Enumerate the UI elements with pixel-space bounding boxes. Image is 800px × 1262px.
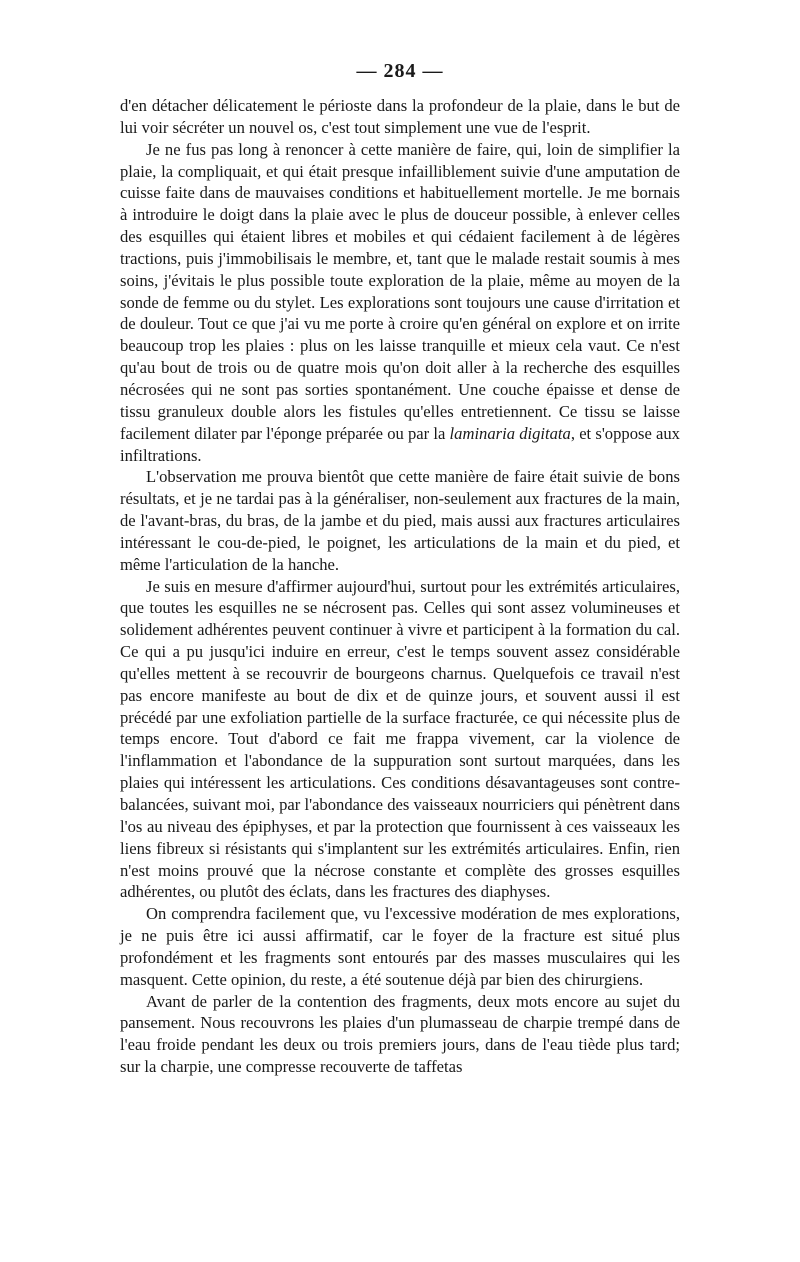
italic-term: laminaria digitata: [449, 423, 571, 443]
paragraph-moderation: On comprendra facilement que, vu l'excessive modération de mes explorations, je ne puis être ici aussi affirmatif, car le foyer de la fracture est situé plus profondément et les fragments sont entourés par des masses musculaires qui les masquent. Cette opinion, du reste, a été soutenue déjà par bien des chirurgiens.: [120, 904, 680, 989]
book-page: [120, 60, 680, 1230]
paragraph-exploration: [120, 139, 680, 467]
paragraph-observation: L'observation me prouva bientôt que cette manière de faire était suivie de bons résultats, et je ne tardai pas à la généraliser, non-seulement aux fractures de la main, de l'avant-bras, du bras, de la jambe et du pied, mais aussi aux fractures articulaires intéressant le cou-de-pied, le poignet, les articulations de la main et du pied, et même l'articulation de la hanche.: [120, 467, 680, 574]
paragraph-continuation: d'en détacher délicatement le périoste dans la profondeur de la plaie, dans le but de lui voir sécréter un nouvel os, c'est tout simplement une vue de l'esprit.: [120, 96, 680, 137]
paragraph-text: , et s'oppose aux infiltrations.: [120, 423, 680, 465]
paragraph-text: Je ne fus pas long à renoncer à cette manière de faire, qui, loin de simplifier la plaie, la compliquait, et qui était presque infailliblement suivie d'une amputation de cuisse faite dans de mauvaises conditions et habituellement mortelle. Je me bornais à introduire le doigt dans la plaie avec le plus de douceur possible, à enlever celles des esquilles qui étaient libres et mobiles et qui cédaient facilement à de légères tractions, puis j'immobilisais le membre, et, tant que le malade restait soumis à mes soins, j'évitais le plus possible toute exploration de la plaie, même au moyen de la sonde de femme ou du stylet. Les explorations sont toujours une cause d'irritation et de douleur. Tout ce que j'ai vu me porte à croire qu'en général on explore et on irrite beaucoup trop les plaies : plus on les laisse tranquille et mieux cela vaut. Ce n'est qu'au bout de trois ou de quatre mois qu'on doit aller à la recherche des esquilles nécrosées qui ne sont pas sorties spontanément. Une couche épaisse et dense de tissu granuleux double alors les fistules qu'elles entretiennent. Ce tissu se laisse facilement dilater par l'éponge préparée ou par la: [120, 139, 680, 443]
page-number: — 284 —: [356, 60, 444, 82]
paragraph-esquilles: Je suis en mesure d'affirmer aujourd'hui, surtout pour les extrémités articulaires, que toutes les esquilles ne se nécrosent pas. Celles qui sont assez volumineuses et solidement adhérentes peuvent continuer à vivre et participent à la formation du cal. Ce qui a pu jusqu'ici induire en erreur, c'est le temps souvent assez considérable qu'elles mettent à se recouvrir de bourgeons charnus. Quelquefois ce travail n'est pas encore manifeste au bout de dix et de quinze jours, et souvent aussi il est précédé par une exfoliation partielle de la surface fracturée, ce qui nécessite plus de temps encore. Tout d'abord ce fait me frappa vivement, car la violence de l'inflammation et l'abondance de la suppuration sont surtout marquées, dans les plaies qui intéressent les articulations. Ces conditions désavantageuses sont contre-balancées, suivant moi, par l'abondance des vaisseaux nourriciers qui pénètrent dans l'os au niveau des épiphyses, et par la protection que fournissent à ces vaisseaux les liens fibreux si résistants qui s'implantent sur les extrémités articulaires. Enfin, rien n'est moins prouvé que la nécrose constante et complète des grosses esquilles adhérentes, ou plutôt des éclats, dans les fractures des diaphyses.: [120, 576, 680, 902]
paragraph-pansement: Avant de parler de la contention des fragments, deux mots encore au sujet du pansement. Nous recouvrons les plaies d'un plumasseau de charpie trempé dans de l'eau froide pendant les deux ou trois premiers jours, dans de l'eau tiède plus tard; sur la charpie, une compresse recouverte de taffetas: [120, 991, 680, 1077]
